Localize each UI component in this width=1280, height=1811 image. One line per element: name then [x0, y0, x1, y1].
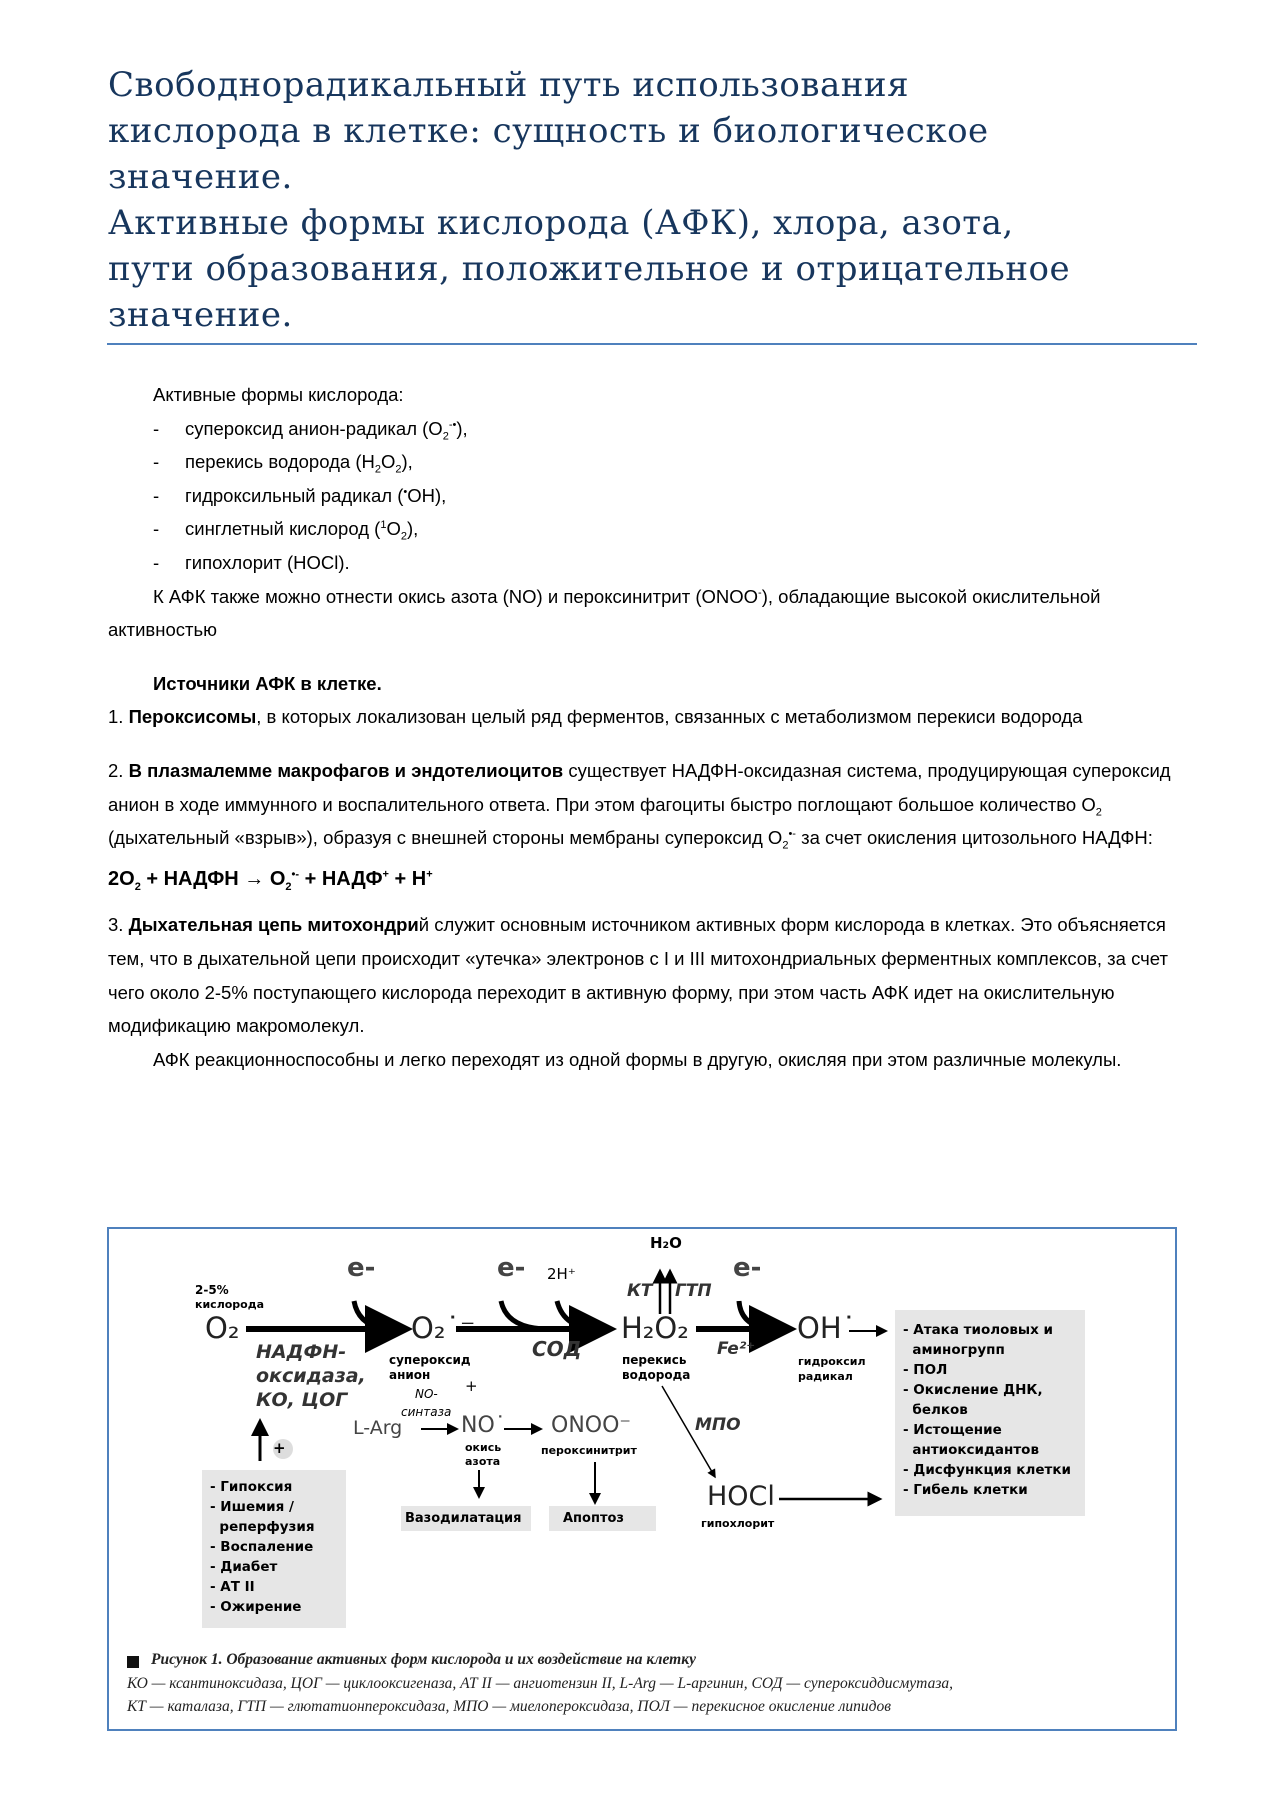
plus-sign: +	[465, 1377, 478, 1395]
larg-node: L-Arg	[353, 1417, 403, 1439]
box-label: Вазодилатация	[405, 1511, 522, 1526]
enzyme-label: СОД	[532, 1337, 582, 1361]
list-item: - перекись водорода $(H_2O_2)$,	[153, 451, 413, 476]
node-label: гидроксил	[798, 1355, 866, 1368]
oxygen-label: кислорода	[195, 1298, 265, 1311]
figure-caption-line: КО — ксантиноксидаза, ЦОГ — циклооксигеназа, АТ II — ангиотензин II, L-Arg — L-аргинин, СОД — супероксиддисмутаза,	[127, 1675, 953, 1692]
plus-sign: +	[273, 1439, 286, 1457]
node-label: пероксинитрит	[541, 1444, 637, 1457]
enzyme-label: оксидаза,	[256, 1365, 366, 1387]
node-label: азота	[465, 1455, 501, 1468]
ros-formation-diagram	[107, 1227, 1177, 1731]
list-item: - Окисление ДНК,	[903, 1382, 1043, 1398]
hocl-node: HOCl	[707, 1481, 775, 1512]
paragraph: К АФК также можно отнести окись азота (NO) и пероксинитрит (ONOO-), обладающие высокой окислительной активностью	[108, 585, 1101, 641]
node-label: окись	[465, 1441, 502, 1454]
list-item: - Дисфункция клетки	[903, 1462, 1071, 1478]
proton-label: 2H⁺	[547, 1265, 576, 1283]
equation: $2O_2$ + НАДФН → $O_2^{•-}$ + НАДФ+ + H+	[108, 867, 433, 893]
title-line: пути образования, положительное и отрицательное	[108, 249, 1071, 289]
list-item: аминогрупп	[903, 1342, 1005, 1358]
node-label: супероксид	[389, 1353, 471, 1367]
electron-label: e-	[347, 1253, 376, 1283]
vasodilation-box	[401, 1506, 531, 1531]
list-item: белков	[903, 1402, 968, 1418]
figure-caption-title: Рисунок 1. Образование активных форм кислорода и их воздействие на клетку	[151, 1651, 696, 1668]
title-line: значение.	[108, 157, 293, 197]
paragraph: 2. В плазмалемме макрофагов и эндотелиоцитов существует НАДФН-оксидазная система, продуцирующая супероксид анион в ходе иммунного и воспалительного ответа. При этом фагоциты быстро поглощают большое количество $O_2$ (дыхательный «взрыв»), образуя с внешней стороны мембраны супероксид $O_2^{•-}$ за счет окисления цитозольного НАДФН:	[108, 759, 1171, 852]
h2o2-node: H₂O₂	[621, 1311, 689, 1345]
water-label: H₂O	[650, 1234, 682, 1252]
node-label: анион	[389, 1368, 431, 1382]
section-heading: Источники АФК в клетке.	[153, 672, 382, 694]
electron-label: e-	[497, 1253, 526, 1283]
enzyme-label: ГТП	[675, 1281, 712, 1301]
apoptosis-box	[549, 1506, 656, 1531]
title-line: Свободнорадикальный путь использования	[108, 65, 910, 105]
list-item: антиоксидантов	[903, 1442, 1040, 1458]
no-node: NO˙	[461, 1413, 506, 1438]
list-item: - Диабет	[210, 1559, 278, 1575]
list-heading: Активные формы кислорода:	[153, 384, 404, 405]
figure-caption-line: КТ — каталаза, ГТП — глютатионпероксидаза, МПО — миелопероксидаза, ПОЛ — перекисное окисление липидов	[127, 1698, 891, 1715]
electron-curve	[739, 1301, 777, 1329]
body-text	[108, 378, 1188, 1076]
enzyme-label: синтаза	[401, 1405, 452, 1419]
list-item: - гидроксильный радикал (•OH),	[153, 484, 447, 506]
list-item: - супероксид анион-радикал $(O_2^{-•})$,	[153, 417, 468, 443]
title-line: Активные формы кислорода (АФК), хлора, азота,	[108, 203, 1014, 243]
o2-node: O₂	[205, 1311, 240, 1345]
list-item: - АТ II	[210, 1579, 255, 1595]
caption-bullet-icon	[127, 1656, 139, 1668]
causes-box	[202, 1470, 346, 1628]
electron-label: e-	[733, 1253, 762, 1283]
hydroxyl-node: OH˙	[797, 1311, 857, 1345]
paragraph: 1. Пероксисомы, в которых локализован целый ряд ферментов, связанных с метаболизмом перекиси водорода	[108, 706, 1083, 728]
page-title	[108, 62, 1198, 338]
title-divider	[107, 343, 1197, 345]
list-item: - Гибель клетки	[903, 1482, 1028, 1498]
list-item: реперфузия	[210, 1519, 315, 1535]
list-item: - Ишемия /	[210, 1499, 294, 1515]
enzyme-label: МПО	[695, 1415, 741, 1435]
list-item: - ПОЛ	[903, 1362, 948, 1378]
list-item: - Истощение	[903, 1422, 1002, 1438]
electron-curve	[354, 1301, 394, 1329]
effects-box	[895, 1310, 1085, 1516]
paragraph: 3. Дыхательная цепь митохондрий служит основным источником активных форм кислорода в клетках. Это объясняется тем, что в дыхательной цепи происходит «утечка» электронов с I и III митохондриальных ферментных комплексов, за счет чего около 2-5% поступающего кислорода переходит в активную форму, при этом часть АФК идет на окислительную модификацию макромолекул.	[108, 914, 1168, 1037]
box-label: Апоптоз	[563, 1511, 624, 1526]
percent-label: 2-5%	[195, 1283, 229, 1297]
enzyme-label: КО, ЦОГ	[256, 1389, 348, 1411]
paragraph: АФК реакционноспособны и легко переходят из одной формы в другую, окисляя при этом различные молекулы.	[153, 1048, 1122, 1070]
enzyme-label: КТ	[627, 1281, 653, 1301]
node-label: гипохлорит	[701, 1517, 775, 1530]
list-item: - гипохлорит (HOCl).	[153, 551, 350, 573]
list-item: - Ожирение	[210, 1599, 302, 1615]
node-label: водорода	[622, 1368, 691, 1382]
node-label: перекись	[622, 1353, 687, 1367]
proton-curve	[557, 1301, 599, 1329]
list-item: - Воспаление	[210, 1539, 314, 1555]
title-line: кислорода в клетке: сущность и биологическое	[108, 111, 989, 151]
iron-label: Fe²⁺	[717, 1339, 756, 1359]
list-item: - Атака тиоловых и	[903, 1322, 1053, 1338]
list-item: - Гипоксия	[210, 1479, 293, 1495]
title-line: значение.	[108, 295, 293, 335]
list-item: - синглетный кислород $(^1O_2)$,	[153, 518, 419, 544]
electron-curve	[501, 1301, 549, 1329]
peroxynitrite-node: ONOO⁻	[551, 1413, 632, 1438]
superoxide-node: O₂˙⁻	[411, 1311, 476, 1345]
node-label: радикал	[798, 1370, 853, 1383]
enzyme-label: НАДФН-	[256, 1341, 347, 1363]
enzyme-label: NO-	[415, 1387, 438, 1401]
